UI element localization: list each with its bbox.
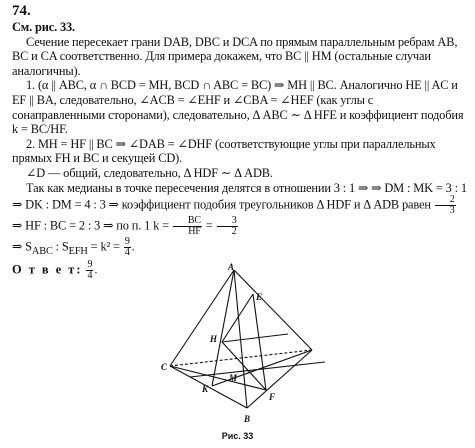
step-3: ∠D — общий, следовательно, Δ HDF ∼ Δ ADB. (26, 165, 273, 180)
fraction-2-3: $\frac{2}{3}$ (435, 195, 456, 216)
label-a: A (228, 262, 235, 272)
label-h: H (210, 334, 218, 344)
label-b: B (244, 414, 251, 424)
figure-reference: См. рис. 33. (12, 20, 75, 34)
fraction-bc-hf: $\frac{BC}{HF}$ (173, 216, 202, 237)
label-c: C (161, 362, 168, 372)
step-2: 2. MH = HF || BC ⇒ ∠DAB = ∠DHF (соответствующие углы при параллельных прямых FH и BC и секущей CD). (12, 136, 436, 166)
label-e: E (256, 292, 263, 302)
solution-text (12, 20, 467, 281)
answer-fraction: $\frac{9}{4}$ (87, 258, 93, 281)
problem-number: 74. (12, 3, 31, 19)
tetrahedron-figure (140, 262, 340, 430)
figure-caption: Рис. 33 (221, 431, 254, 441)
label-m: M (229, 373, 238, 383)
fraction-9-4: $\frac{9}{4}$ (124, 236, 130, 259)
label-f: F (269, 392, 276, 402)
fraction-3-2: $\frac{3}{2}$ (217, 216, 238, 237)
label-k: K (202, 384, 209, 394)
intro-paragraph: Сечение пересекает грани DAB, DBC и DCA по прямым параллельным ребрам AB, BC и CA соответственно. Для примера докажем, что BC || HM (остальные случаи аналогичны). (12, 34, 458, 78)
step-5: ⇒ $S_{ABC}$ : $S_{EFH} = k^2$ = $\frac{9}{4}$ . (12, 236, 135, 259)
answer: О т в е т: $\frac{9}{4}$ . (12, 258, 98, 281)
step-4: Так как медианы в точке пересечения делятся в отношении 3 : 1 ⇒ ⇒ DM : MK = 3 : 1 ⇒ DK : DM = 4 : 3 ⇒ коэффициент подобия треугольников Δ HDF и Δ ADB равен $\frac{2}{3}$ ⇒ HF : BC = 2 : 3 ⇒ по п. 1 k = $\frac{BC}{HF}$ = $\frac{3}{2}$ (12, 180, 467, 238)
step-1: 1. (α || ABC, α ∩ BCD = MH, BCD ∩ ABC = BC) ⇒ MH || BC. Аналогично HE || AC и EF || BA, следовательно, ∠ACB = ∠EHF и ∠CBA = ∠HEF (как углы с сонаправленными сторонами), следовательно, Δ ABC ∼ Δ HFE и коэффициент подобия k = BC/HF. (12, 78, 464, 137)
